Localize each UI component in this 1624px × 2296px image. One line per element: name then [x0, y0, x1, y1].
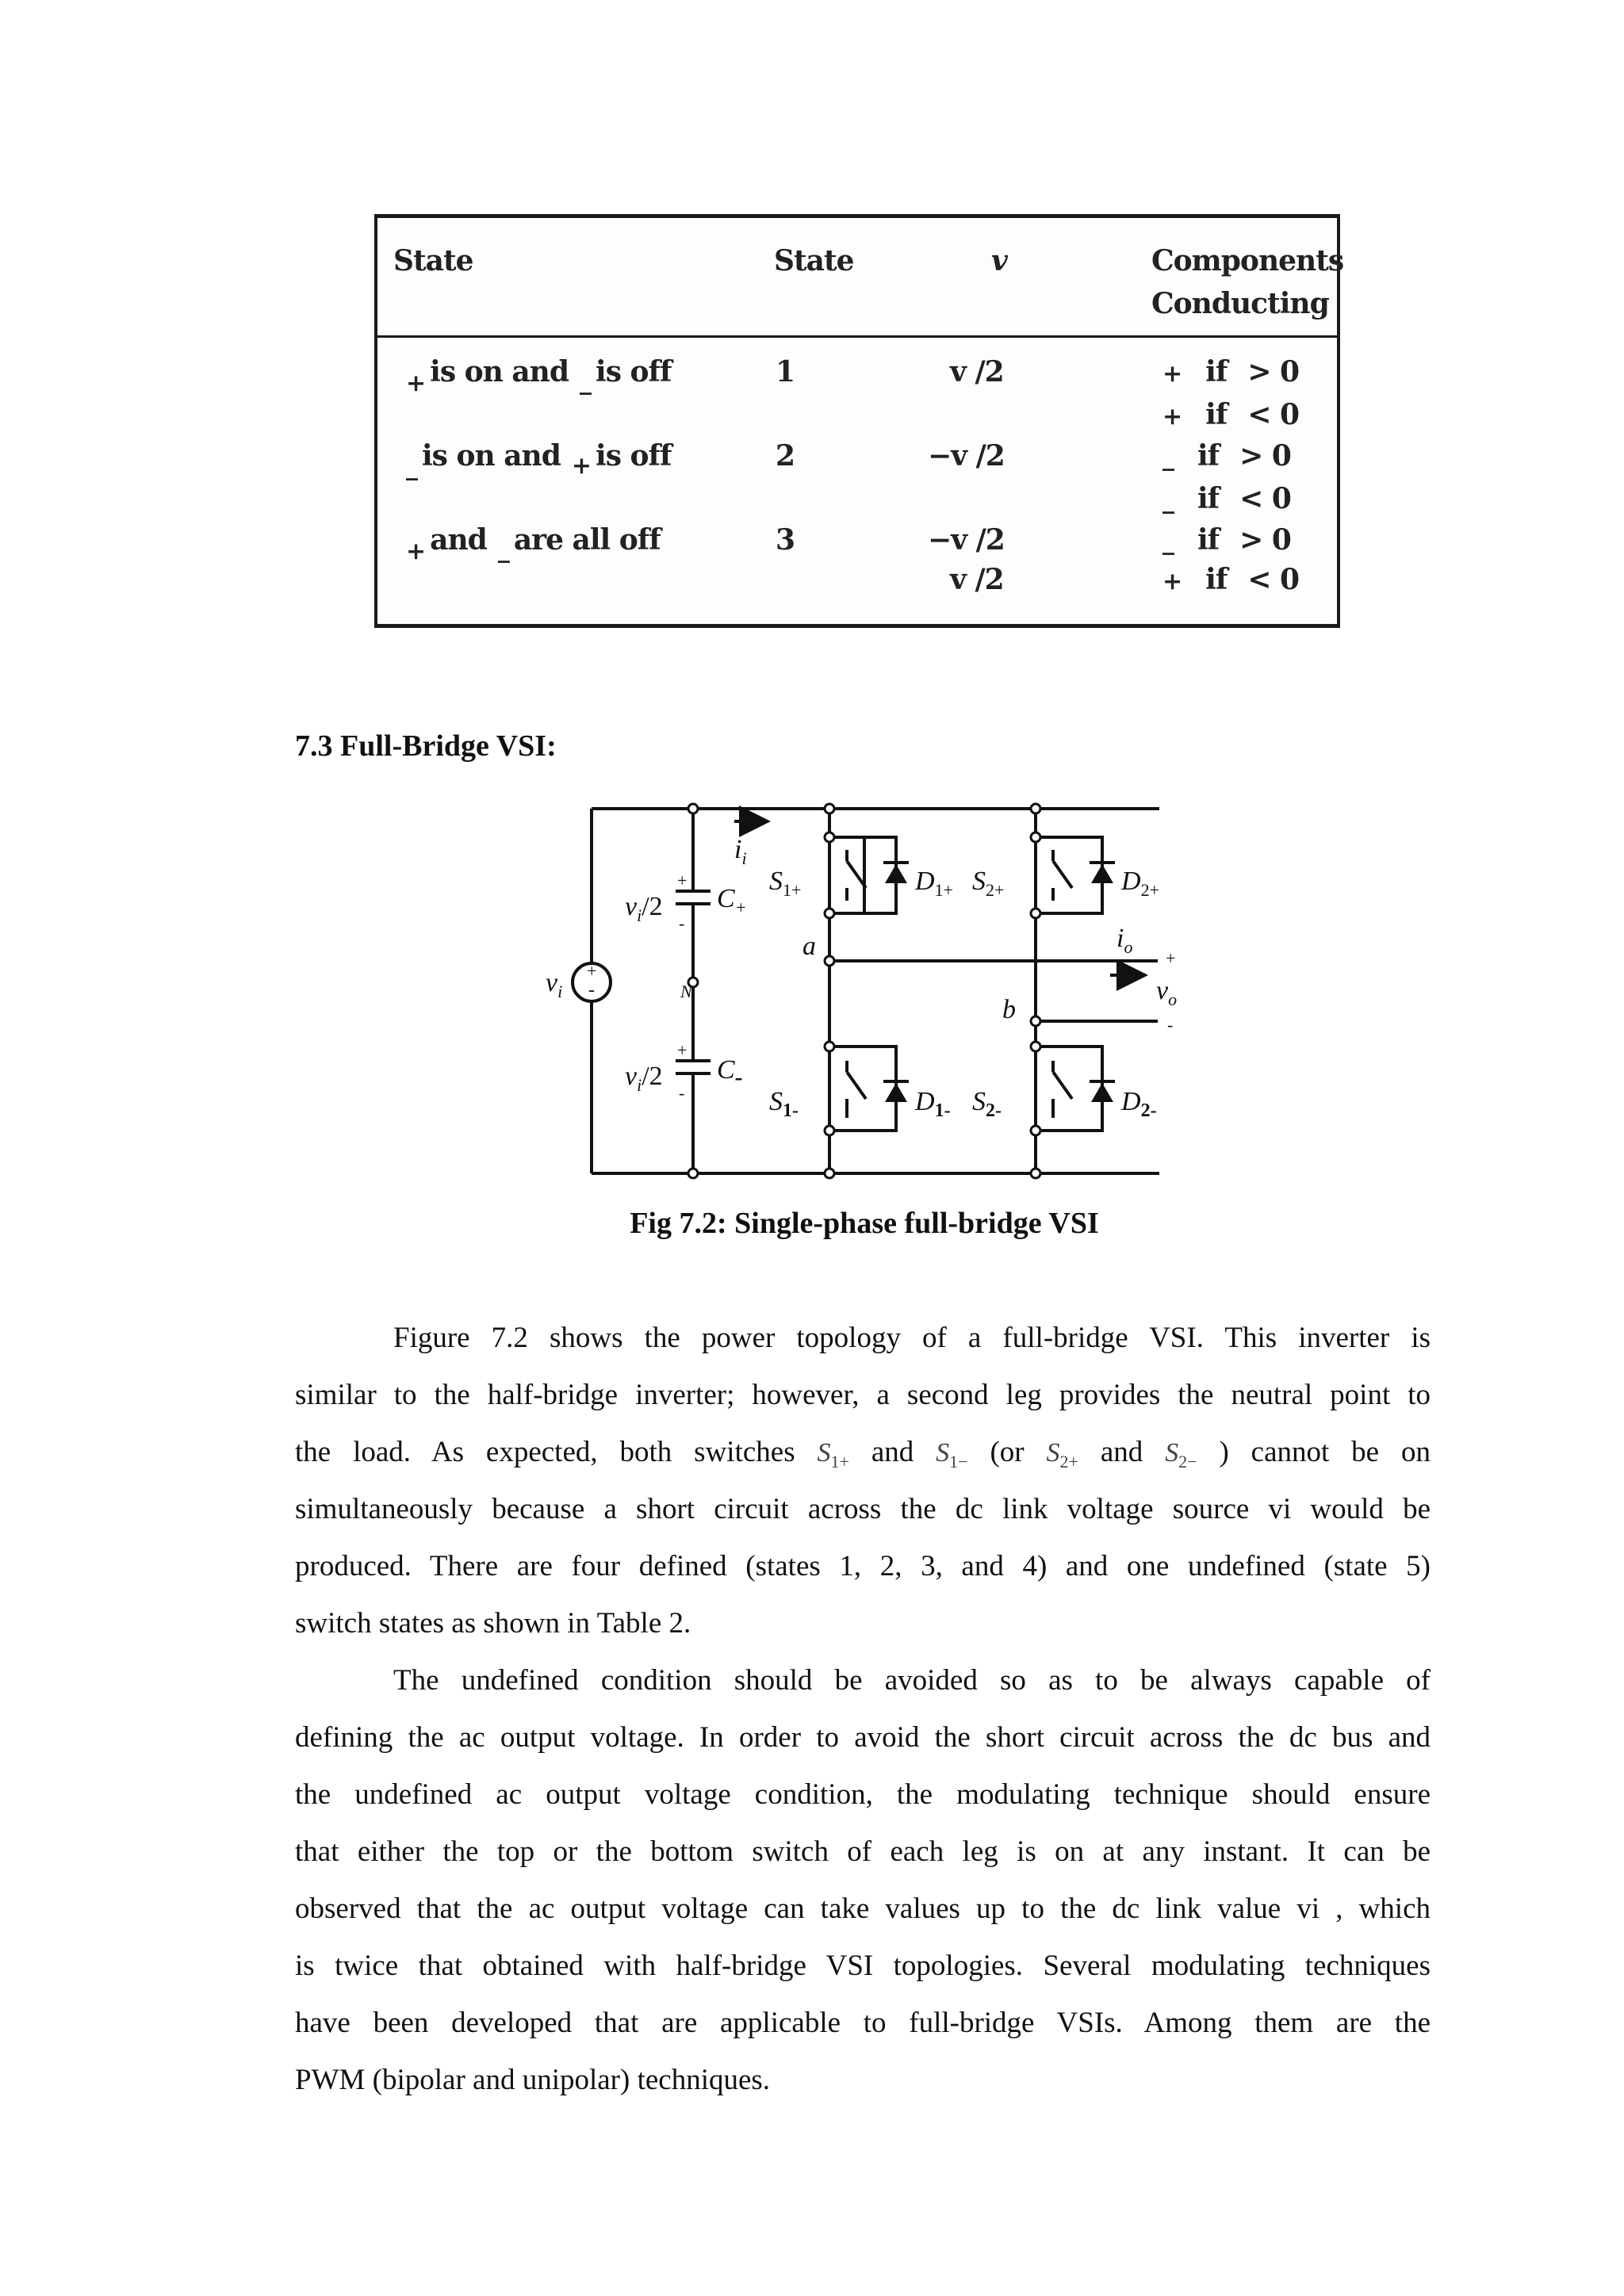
- svg-text:-: -: [588, 980, 595, 1001]
- label-lower-capacitor-voltage: $v_i/2$: [625, 1062, 663, 1095]
- label-diode-d1-plus: $D_{1+}$: [915, 867, 953, 900]
- header-state: State: [393, 244, 473, 277]
- label-switch-s1-minus: $S_{1-}$: [769, 1087, 799, 1121]
- label-c-minus-positive: +: [677, 1040, 688, 1060]
- diode-d1-plus: [883, 863, 909, 883]
- text-line-with-switch-symbols: the load. As expected, both switches $S_{1+}$ and $S_{1-}$ (or $S_{2+}$ and $S_{2-}$ ) cannot be on: [295, 1436, 1431, 1471]
- label-switch-s1-plus: $S_{1+}$: [769, 867, 802, 900]
- capacitor-c-plus: [676, 891, 710, 904]
- switch-s1-minus: [847, 1061, 866, 1118]
- label-node-a: a: [802, 932, 816, 961]
- label-output-positive: +: [1166, 948, 1176, 968]
- label-c-plus-negative: -: [679, 913, 685, 933]
- table-row-2-state: $_{\_}$ is on and $_+$ is off: [406, 439, 672, 481]
- text-line: The undefined condition should be avoided so as to be always capable of: [393, 1664, 1431, 1697]
- svg-text:+: +: [587, 961, 597, 981]
- circuit-wiring: [592, 809, 1159, 1173]
- text-line: simultaneously because a short circuit across the dc link voltage source vi would be: [295, 1493, 1431, 1525]
- label-c-plus-positive: +: [677, 871, 688, 890]
- text-line: similar to the half-bridge inverter; however, a second leg provides the neutral point to: [295, 1379, 1431, 1411]
- label-switch-s2-plus: $S_{2+}$: [972, 867, 1005, 900]
- text-line: observed that the ac output voltage can take values up to the dc link value vi , which: [295, 1892, 1431, 1925]
- table-row-1-component-2: + if < 0: [1162, 398, 1300, 431]
- table-header-rule: [377, 335, 1337, 338]
- switch-s2-plus: [1053, 850, 1072, 901]
- label-output-voltage: $v_o$: [1156, 976, 1178, 1009]
- table-row-3-component-2: + if < 0: [1162, 563, 1300, 596]
- table-row-3-voltage-1: −v /2: [928, 523, 1005, 557]
- body-text: [295, 1310, 1431, 2109]
- switch-s2-minus: [1053, 1061, 1072, 1118]
- full-bridge-vsi-circuit: [523, 785, 1237, 1181]
- label-upper-capacitor-voltage: $v_i/2$: [625, 892, 663, 925]
- text-line: produced. There are four defined (states 1, 2, 3, and 4) and one undefined (state 5): [295, 1550, 1431, 1582]
- table-row-2-voltage: −v /2: [928, 439, 1005, 473]
- paragraph-1: [295, 1310, 1431, 1652]
- text-line: defining the ac output voltage. In order to avoid the short circuit across the dc bus and: [295, 1721, 1431, 1754]
- label-diode-d2-minus: $D_{2-}$: [1121, 1087, 1157, 1121]
- label-dc-source-voltage: $v_i$: [546, 968, 563, 1001]
- symbol-s2-minus: $S_{2-}$: [1165, 1438, 1197, 1471]
- table-row-1-component-1: + if > 0: [1162, 355, 1300, 388]
- table-row-2-component-2: _ if < 0: [1162, 482, 1291, 515]
- text-line: the undefined ac output voltage condition, the modulating technique should ensure: [295, 1778, 1431, 1811]
- label-diode-d1-minus: $D_{1-}$: [915, 1087, 951, 1121]
- switch-state-table: [374, 214, 1344, 628]
- table-row-2-state-number: 2: [776, 439, 795, 473]
- header-components-line1: Components: [1151, 244, 1344, 277]
- symbol-s1-minus: $S_{1-}$: [936, 1438, 968, 1471]
- header-state-number: State: [774, 244, 854, 277]
- text-line: switch states as shown in Table 2.: [295, 1607, 691, 1640]
- dc-source-symbol: [573, 961, 611, 1001]
- label-switch-s2-minus: $S_{2-}$: [972, 1087, 1002, 1121]
- figure-caption: Fig 7.2: Single-phase full-bridge VSI: [630, 1207, 1099, 1240]
- label-c-minus-negative: -: [679, 1083, 685, 1103]
- table-row-3-component-1: _ if > 0: [1162, 523, 1291, 557]
- text-line: have been developed that are applicable to full-bridge VSIs. Among them are the: [295, 2007, 1431, 2039]
- label-output-current: $i_o$: [1116, 924, 1133, 957]
- label-diode-d2-plus: $D_{2+}$: [1121, 867, 1159, 900]
- label-output-negative: -: [1167, 1015, 1174, 1035]
- text-line: is twice that obtained with half-bridge VSI topologies. Several modulating techniques: [295, 1950, 1431, 1982]
- symbol-s2-plus: $S_{2+}$: [1046, 1438, 1078, 1471]
- table-row-1-voltage: v /2: [950, 355, 1004, 388]
- text-line: that either the top or the bottom switch of each leg is on at any instant. It can be: [295, 1835, 1431, 1868]
- label-capacitor-c-plus: $C_+$: [717, 884, 747, 917]
- label-input-current: $i_i$: [734, 835, 747, 868]
- table-row-2-component-1: _ if > 0: [1162, 439, 1291, 473]
- text-line: PWM (bipolar and unipolar) techniques.: [295, 2064, 771, 2096]
- section-heading: 7.3 Full-Bridge VSI:: [295, 729, 557, 763]
- label-capacitor-c-minus: C-: [717, 1055, 743, 1090]
- label-node-b: b: [1002, 995, 1016, 1024]
- table-row-3-state: $_+$ and $_{\_}$ are all off: [406, 523, 661, 565]
- diode-d2-plus: [1090, 863, 1115, 883]
- header-components-line2: Conducting: [1151, 287, 1329, 320]
- capacitor-c-minus: [676, 1061, 710, 1073]
- table-row-1-state-number: 1: [776, 355, 795, 388]
- header-output-voltage: v: [991, 244, 1007, 277]
- diode-d1-minus: [883, 1081, 909, 1102]
- symbol-s1-plus: $S_{1+}$: [817, 1438, 849, 1471]
- label-neutral-node: N: [680, 982, 692, 1001]
- text-line: Figure 7.2 shows the power topology of a full-bridge VSI. This inverter is: [393, 1322, 1431, 1354]
- table-row-3-state-number: 3: [776, 523, 795, 557]
- paragraph-2: [295, 1652, 1431, 2109]
- diode-d2-minus: [1090, 1081, 1115, 1102]
- table-row-3-voltage-2: v /2: [950, 563, 1004, 596]
- table-row-1-state: $_+$ is on and $_{\_}$ is off: [406, 355, 672, 397]
